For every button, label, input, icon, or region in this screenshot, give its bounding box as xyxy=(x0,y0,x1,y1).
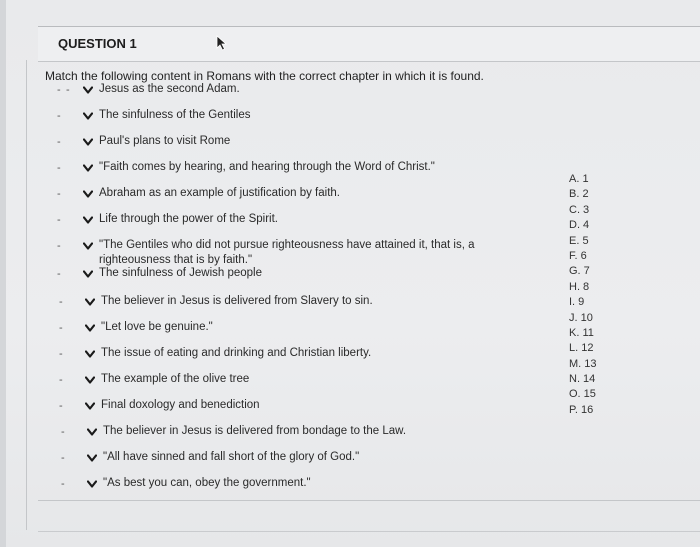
match-item-label: Abraham as an example of justification by faith. xyxy=(99,187,340,199)
mouse-pointer-icon xyxy=(216,35,228,51)
answer-choice: H. 8 xyxy=(569,280,590,293)
answer-choice: P. 16 xyxy=(569,403,594,416)
answer-choices xyxy=(569,172,609,418)
answer-blank: - xyxy=(61,478,65,490)
answer-blank: - xyxy=(59,400,63,412)
match-item-label: The believer in Jesus is delivered from Slavery to sin. xyxy=(101,295,373,307)
answer-blank: - xyxy=(59,322,63,334)
match-item-label: The believer in Jesus is delivered from bondage to the Law. xyxy=(103,425,407,437)
answer-blank: - xyxy=(59,296,63,308)
chevron-down-icon[interactable] xyxy=(83,138,93,146)
match-item-label: Jesus as the second Adam. xyxy=(99,83,240,95)
chevron-down-icon[interactable] xyxy=(83,112,93,120)
answer-blank: - xyxy=(61,426,65,438)
chevron-down-icon[interactable] xyxy=(83,270,93,278)
answer-choice: F. 6 xyxy=(569,249,587,262)
answer-blank: - xyxy=(59,348,63,360)
answer-choice: E. 5 xyxy=(569,234,589,247)
match-item-label: Life through the power of the Spirit. xyxy=(99,213,278,225)
answer-choice: K. 11 xyxy=(569,326,594,339)
answer-choice: B. 2 xyxy=(569,188,589,201)
answer-choice: I. 9 xyxy=(569,296,585,309)
match-item-label: The sinfulness of the Gentiles xyxy=(99,109,251,121)
match-item-label: Final doxology and benediction xyxy=(101,399,260,411)
answer-blank: - xyxy=(57,240,61,252)
chevron-down-icon[interactable] xyxy=(83,86,93,94)
chevron-down-icon[interactable] xyxy=(85,402,95,410)
chevron-down-icon[interactable] xyxy=(87,454,97,462)
answer-blank: - xyxy=(57,162,61,174)
match-item-label: "Let love be genuine." xyxy=(101,321,213,333)
chevron-down-icon[interactable] xyxy=(83,190,93,198)
answer-blank: - xyxy=(57,268,61,280)
chevron-down-icon[interactable] xyxy=(87,480,97,488)
answer-blank: - xyxy=(66,84,70,96)
question-prompt: Match the following content in Romans with the correct chapter in which it is found. xyxy=(45,69,484,83)
answer-blank: - xyxy=(57,84,61,96)
match-item-label: "The Gentiles who did not pursue righteousness have attained it, that is, a righteousness that is by faith." xyxy=(99,239,475,266)
chevron-down-icon[interactable] xyxy=(87,428,97,436)
match-item-label: The issue of eating and drinking and Christian liberty. xyxy=(101,347,372,359)
answer-choice: N. 14 xyxy=(569,373,596,386)
page xyxy=(6,0,700,547)
answer-choice: M. 13 xyxy=(569,357,597,370)
question-title: QUESTION 1 xyxy=(58,36,137,51)
match-item-label: Paul's plans to visit Rome xyxy=(99,135,231,147)
chevron-down-icon[interactable] xyxy=(83,216,93,224)
answer-blank: - xyxy=(57,188,61,200)
answer-blank: - xyxy=(57,136,61,148)
chevron-down-icon[interactable] xyxy=(83,242,93,250)
answer-choice: J. 10 xyxy=(569,311,593,324)
match-item-label: "Faith comes by hearing, and hearing through the Word of Christ." xyxy=(99,161,435,173)
question-header xyxy=(38,26,700,62)
chevron-down-icon[interactable] xyxy=(85,298,95,306)
answer-blank: - xyxy=(57,214,61,226)
chevron-down-icon[interactable] xyxy=(85,376,95,384)
answer-choice: O. 15 xyxy=(569,388,596,401)
match-item-label: "As best you can, obey the government." xyxy=(103,477,311,489)
match-item-label: "All have sinned and fall short of the glory of God." xyxy=(103,451,360,463)
answer-choice: C. 3 xyxy=(569,203,590,216)
answer-blank: - xyxy=(59,374,63,386)
answer-choice: L. 12 xyxy=(569,342,594,355)
answer-choice: G. 7 xyxy=(569,265,590,278)
question-content xyxy=(26,60,700,530)
match-item-label: The example of the olive tree xyxy=(101,373,250,385)
question-footer xyxy=(38,500,700,532)
answer-choice: D. 4 xyxy=(569,219,590,232)
answer-blank: - xyxy=(57,110,61,122)
chevron-down-icon[interactable] xyxy=(85,350,95,358)
answer-choice: A. 1 xyxy=(569,173,589,185)
match-item-label: The sinfulness of Jewish people xyxy=(99,267,263,279)
chevron-down-icon[interactable] xyxy=(83,164,93,172)
answer-blank: - xyxy=(61,452,65,464)
chevron-down-icon[interactable] xyxy=(85,324,95,332)
